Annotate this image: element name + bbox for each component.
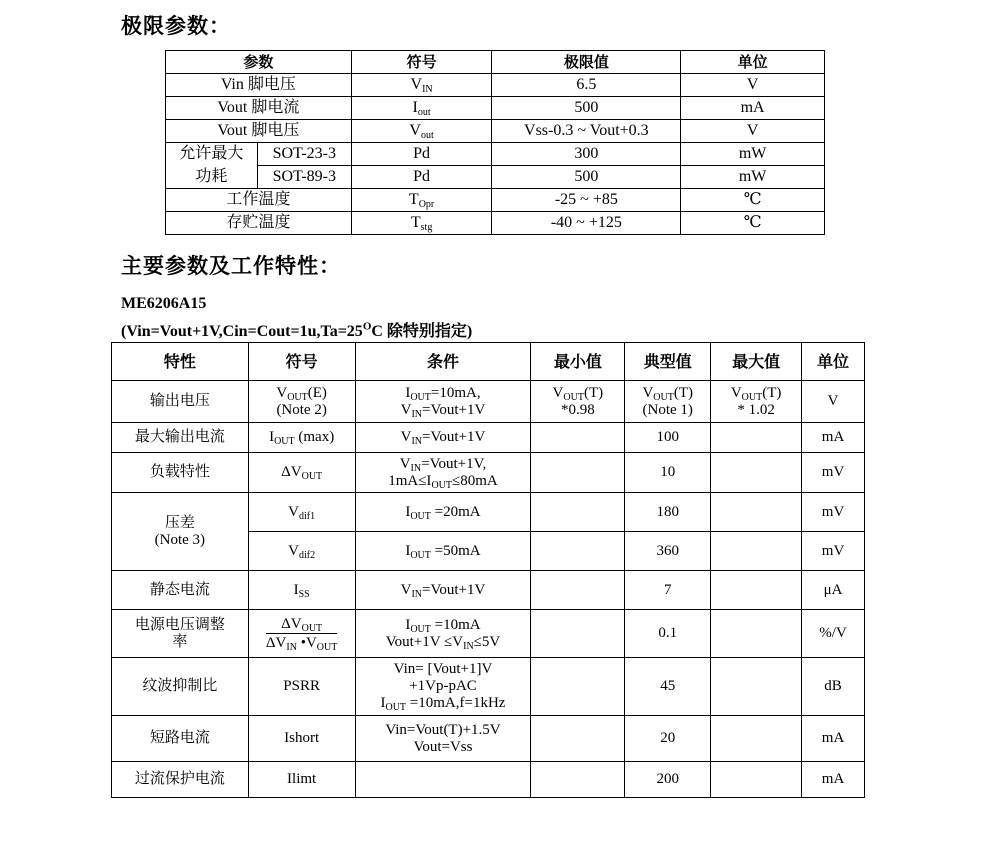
max-cell <box>711 762 802 798</box>
typ-cell: 180 <box>625 493 711 532</box>
min-cell: $V_{OUT}(T)$ *0.98 <box>531 381 625 423</box>
typ-cell: 10 <box>625 453 711 493</box>
value-cell: 500 <box>492 97 681 120</box>
table-row <box>112 571 865 610</box>
max-cell <box>711 493 802 532</box>
table-row <box>166 212 825 235</box>
min-cell <box>531 716 625 762</box>
unit-cell: mA <box>681 97 825 120</box>
condition-cell: $V_{IN}=Vout+1V$ <box>355 423 531 453</box>
unit-cell: ℃ <box>681 212 825 235</box>
unit-cell: mW <box>681 166 825 189</box>
unit-cell: mA <box>802 762 865 798</box>
param-cell: Vin 脚电压 <box>166 74 352 97</box>
unit-cell: V <box>681 74 825 97</box>
limits-table <box>165 50 825 235</box>
unit-cell: V <box>802 381 865 423</box>
typ-cell: 360 <box>625 532 711 571</box>
characteristic-cell: 负载特性 <box>112 453 249 493</box>
test-conditions: ($Vin=Vout+1V,Cin=Cout=1u,Ta=25^OC$ 除特别指定) <box>121 320 473 340</box>
table-row <box>112 610 865 658</box>
symbol-cell: Ishort <box>248 716 355 762</box>
header-cell: 参数 <box>166 51 352 74</box>
unit-cell: V <box>681 120 825 143</box>
max-cell <box>711 716 802 762</box>
unit-cell: mW <box>681 143 825 166</box>
package-cell: SOT-89-3 <box>257 166 351 189</box>
min-cell <box>531 532 625 571</box>
param-cell: Vout 脚电压 <box>166 120 352 143</box>
header-cell: 最大值 <box>711 343 802 381</box>
typ-cell: 100 <box>625 423 711 453</box>
typ-cell: 45 <box>625 658 711 716</box>
condition-cell: $V_{IN}=Vout+1V$, $1mA\le I_{OUT}\le 80mA$ <box>355 453 531 493</box>
characteristic-cell: 输出电压 <box>112 381 249 423</box>
symbol-cell: $T_{Opr}$ <box>351 189 492 212</box>
condition-cell: Vin= [Vout+1]V +1Vp-pAC $I_{OUT} =10mA,f=1kHz$ <box>355 658 531 716</box>
package-cell: SOT-23-3 <box>257 143 351 166</box>
table-row <box>112 381 865 423</box>
characteristic-cell: 短路电流 <box>112 716 249 762</box>
characteristic-cell: 最大输出电流 <box>112 423 249 453</box>
max-cell <box>711 453 802 493</box>
characteristic-cell: 静态电流 <box>112 571 249 610</box>
table-header-row <box>112 343 865 381</box>
header-cell: 单位 <box>681 51 825 74</box>
table-row <box>112 762 865 798</box>
unit-cell: mV <box>802 493 865 532</box>
table-row <box>166 189 825 212</box>
symbol-cell: $V_{OUT}(E)$ (Note 2) <box>248 381 355 423</box>
symbol-cell: Ilimt <box>248 762 355 798</box>
table-header-row <box>166 51 825 74</box>
symbol-cell: $V_{out}$ <box>351 120 492 143</box>
table-row <box>166 97 825 120</box>
max-cell <box>711 610 802 658</box>
characteristic-cell: 压差 (Note 3) <box>112 493 249 571</box>
max-cell <box>711 532 802 571</box>
max-cell <box>711 571 802 610</box>
symbol-cell: $I_{SS}$ <box>248 571 355 610</box>
typ-cell: 200 <box>625 762 711 798</box>
max-cell <box>711 658 802 716</box>
table-row <box>112 716 865 762</box>
min-cell <box>531 453 625 493</box>
value-cell: 300 <box>492 143 681 166</box>
min-cell <box>531 493 625 532</box>
symbol-cell: PSRR <box>248 658 355 716</box>
param-cell: 功耗 <box>166 166 258 189</box>
characteristic-cell: 纹波抑制比 <box>112 658 249 716</box>
param-cell: 存贮温度 <box>166 212 352 235</box>
symbol-cell <box>248 610 355 658</box>
table-row <box>166 74 825 97</box>
line-regulation-fraction: $\frac{\Delta V_{OUT}}{\Delta V_{IN} •V_{OUT}}$ <box>265 616 338 653</box>
typ-cell: 20 <box>625 716 711 762</box>
header-cell: 特性 <box>112 343 249 381</box>
symbol-cell: Pd <box>351 166 492 189</box>
symbol-cell: $V_{dif1}$ <box>248 493 355 532</box>
param-cell: 允许最大 <box>166 143 258 166</box>
table-row <box>166 166 825 189</box>
unit-cell: ℃ <box>681 189 825 212</box>
value-cell: 6.5 <box>492 74 681 97</box>
symbol-cell: $T_{stg}$ <box>351 212 492 235</box>
table-row <box>112 423 865 453</box>
table-row <box>112 658 865 716</box>
unit-cell: μA <box>802 571 865 610</box>
symbol-cell: $I_{out}$ <box>351 97 492 120</box>
param-cell: Vout 脚电流 <box>166 97 352 120</box>
symbol-cell: $V_{dif2}$ <box>248 532 355 571</box>
condition-cell <box>355 762 531 798</box>
condition-cell: $I_{OUT} =10mA$ Vout+1V $\le V_{IN}\le 5V$ <box>355 610 531 658</box>
main-params-heading: 主要参数及工作特性： <box>121 254 341 278</box>
table-row <box>112 453 865 493</box>
symbol-cell: $I_{OUT}$ (max) <box>248 423 355 453</box>
table-row <box>112 493 865 532</box>
value-cell: -40 ~ +125 <box>492 212 681 235</box>
header-cell: 符号 <box>248 343 355 381</box>
typ-cell: 0.1 <box>625 610 711 658</box>
min-cell <box>531 571 625 610</box>
characteristic-cell: 电源电压调整 率 <box>112 610 249 658</box>
value-cell: 500 <box>492 166 681 189</box>
header-cell: 极限值 <box>492 51 681 74</box>
characteristics-table <box>111 342 865 798</box>
max-cell <box>711 423 802 453</box>
value-cell: -25 ~ +85 <box>492 189 681 212</box>
min-cell <box>531 610 625 658</box>
value-cell: Vss-0.3 ~ Vout+0.3 <box>492 120 681 143</box>
unit-cell: mV <box>802 532 865 571</box>
unit-cell: mA <box>802 423 865 453</box>
symbol-cell: $\Delta V_{OUT}$ <box>248 453 355 493</box>
condition-cell: Vin=Vout(T)+1.5V Vout=Vss <box>355 716 531 762</box>
param-cell: 工作温度 <box>166 189 352 212</box>
symbol-cell: $V_{IN}$ <box>351 74 492 97</box>
header-cell: 典型值 <box>625 343 711 381</box>
min-cell <box>531 658 625 716</box>
unit-cell: %/V <box>802 610 865 658</box>
min-cell <box>531 423 625 453</box>
table-row <box>166 120 825 143</box>
condition-cell: $I_{OUT}=10mA$, $V_{IN}=Vout+1V$ <box>355 381 531 423</box>
condition-cell: $I_{OUT} =20mA$ <box>355 493 531 532</box>
limits-heading: 极限参数： <box>121 14 231 38</box>
symbol-cell: Pd <box>351 143 492 166</box>
table-row <box>166 143 825 166</box>
model-name: ME6206A15 <box>121 295 207 312</box>
unit-cell: dB <box>802 658 865 716</box>
unit-cell: mA <box>802 716 865 762</box>
unit-cell: mV <box>802 453 865 493</box>
max-cell: $V_{OUT}(T)$ * 1.02 <box>711 381 802 423</box>
condition-cell: $V_{IN}=Vout+1V$ <box>355 571 531 610</box>
header-cell: 最小值 <box>531 343 625 381</box>
condition-cell: $I_{OUT} =50mA$ <box>355 532 531 571</box>
header-cell: 单位 <box>802 343 865 381</box>
min-cell <box>531 762 625 798</box>
characteristic-cell: 过流保护电流 <box>112 762 249 798</box>
header-cell: 条件 <box>355 343 531 381</box>
header-cell: 符号 <box>351 51 492 74</box>
typ-cell: $V_{OUT}(T)$ (Note 1) <box>625 381 711 423</box>
typ-cell: 7 <box>625 571 711 610</box>
